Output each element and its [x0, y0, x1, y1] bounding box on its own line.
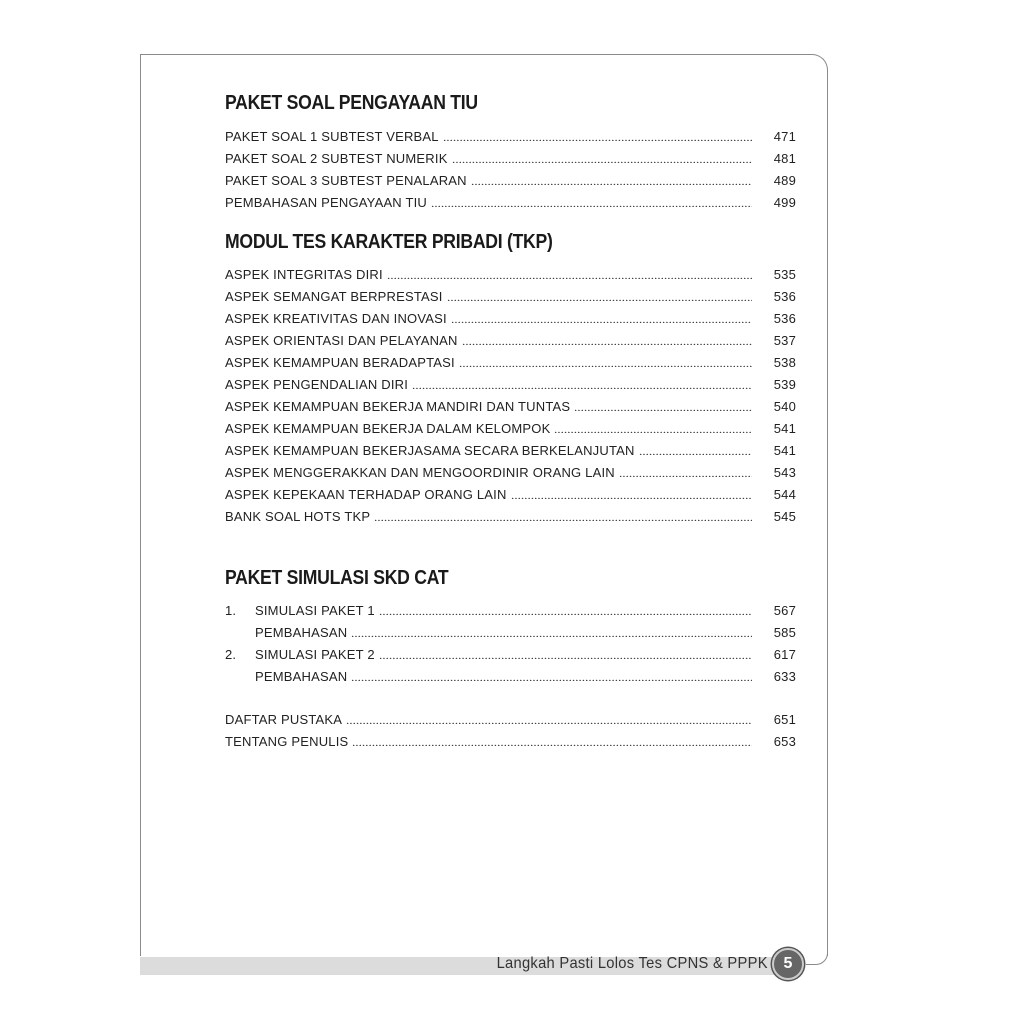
toc-entry-label: PEMBAHASAN [255, 625, 348, 640]
dot-leader [447, 291, 752, 301]
toc-entry-page: 653 [773, 734, 796, 749]
toc-entry-number: 1. [225, 603, 237, 618]
toc-entry-page: 489 [773, 173, 796, 188]
dot-leader [379, 649, 752, 659]
toc-entry-label: ASPEK KEMAMPUAN BEKERJASAMA SECARA BERKELANJUTAN [225, 443, 635, 458]
toc-entry-page: 540 [773, 399, 796, 414]
toc-entry-page: 617 [773, 647, 796, 662]
toc-entry-label: ASPEK KEPEKAAN TERHADAP ORANG LAIN [225, 487, 507, 502]
toc-entry-label: PAKET SOAL 2 SUBTEST NUMERIK [225, 151, 448, 166]
toc-entry-label: ASPEK SEMANGAT BERPRESTASI [225, 289, 443, 304]
frame-curve [806, 940, 828, 965]
toc-entry [225, 647, 796, 665]
toc-entry-number: 2. [225, 647, 237, 662]
dot-leader [352, 736, 752, 746]
dot-leader [574, 401, 752, 411]
toc-entry-label: PAKET SOAL 3 SUBTEST PENALARAN [225, 173, 467, 188]
section-heading: PAKET SOAL PENGAYAAN TIU [225, 92, 478, 114]
dot-leader [451, 313, 752, 323]
section-heading: PAKET SIMULASI SKD CAT [225, 567, 449, 589]
toc-entry-label [225, 603, 379, 618]
toc-entry-page: 567 [773, 603, 796, 618]
dot-leader [351, 671, 752, 681]
dot-leader [346, 714, 752, 724]
toc-entry-page: 541 [773, 443, 796, 458]
toc-entry-label: DAFTAR PUSTAKA [225, 712, 343, 727]
toc-entry [225, 443, 796, 461]
toc-entry-page: 539 [773, 377, 796, 392]
toc-entry-page: 585 [773, 625, 796, 640]
toc-entry-page: 535 [773, 267, 796, 282]
section-heading: MODUL TES KARAKTER PRIBADI (TKP) [225, 231, 553, 253]
toc-entry [225, 603, 796, 621]
dot-leader [462, 335, 752, 345]
toc-entry-page: 471 [773, 129, 796, 144]
toc-entry-label: PEMBAHASAN PENGAYAAN TIU [225, 195, 428, 210]
toc-entry-page: 633 [773, 669, 796, 684]
toc-entry-label: ASPEK KEMAMPUAN BEKERJA DALAM KELOMPOK [225, 421, 551, 436]
toc-entry-label: ASPEK INTEGRITAS DIRI [225, 267, 383, 282]
toc-entry [225, 289, 796, 307]
dot-leader [639, 445, 752, 455]
toc-entry-label: ASPEK KREATIVITAS DAN INOVASI [225, 311, 447, 326]
toc-entry-page: 538 [773, 355, 796, 370]
toc-entry [225, 151, 796, 169]
toc-entry-text: SIMULASI PAKET 1 [255, 603, 375, 618]
toc-entry-page: 545 [773, 509, 796, 524]
dot-leader [379, 605, 752, 615]
dot-leader [471, 175, 752, 185]
toc-entry [225, 173, 796, 191]
toc-entry-label: PEMBAHASAN [255, 669, 348, 684]
toc-entry [225, 669, 796, 687]
dot-leader [431, 197, 752, 207]
toc-entry-text: SIMULASI PAKET 2 [255, 647, 375, 662]
toc-entry-page: 541 [773, 421, 796, 436]
toc-entry [225, 399, 796, 417]
toc-entry-page: 544 [773, 487, 796, 502]
footer-title: Langkah Pasti Lolos Tes CPNS & PPPK [496, 955, 768, 972]
toc-entry [225, 377, 796, 395]
toc-entry-label [225, 647, 379, 662]
dot-leader [511, 489, 752, 499]
toc-entry-page: 651 [773, 712, 796, 727]
toc-entry-label: PAKET SOAL 1 SUBTEST VERBAL [225, 129, 439, 144]
toc-entry [225, 267, 796, 285]
toc-entry-label: TENTANG PENULIS [225, 734, 349, 749]
toc-entry-page: 543 [773, 465, 796, 480]
dot-leader [374, 511, 752, 521]
toc-entry [225, 421, 796, 439]
toc-entry-page: 537 [773, 333, 796, 348]
toc-entry [225, 355, 796, 373]
toc-entry-label: ASPEK KEMAMPUAN BEKERJA MANDIRI DAN TUNTAS [225, 399, 571, 414]
toc-entry [225, 195, 796, 213]
dot-leader [443, 131, 752, 141]
dot-leader [452, 153, 752, 163]
toc-entry [225, 487, 796, 505]
toc-entry [225, 129, 796, 147]
toc-entry-page: 499 [773, 195, 796, 210]
dot-leader [619, 467, 752, 477]
dot-leader [387, 269, 752, 279]
toc-entry [225, 333, 796, 351]
page-number-badge: 5 [772, 948, 804, 980]
toc-entry-label: ASPEK MENGGERAKKAN DAN MENGOORDINIR ORANG LAIN [225, 465, 615, 480]
toc-entry-page: 481 [773, 151, 796, 166]
toc-entry-label: ASPEK ORIENTASI DAN PELAYANAN [225, 333, 458, 348]
toc-entry [225, 712, 796, 730]
toc-entry [225, 734, 796, 752]
toc-entry-page: 536 [773, 289, 796, 304]
dot-leader [351, 627, 752, 637]
toc-entry [225, 465, 796, 483]
toc-entry-page: 536 [773, 311, 796, 326]
toc-entry-label: ASPEK PENGENDALIAN DIRI [225, 377, 409, 392]
dot-leader [554, 423, 752, 433]
toc-entry-label: ASPEK KEMAMPUAN BERADAPTASI [225, 355, 455, 370]
toc-entry [225, 625, 796, 643]
toc-entry [225, 311, 796, 329]
dot-leader [459, 357, 752, 367]
toc-entry [225, 509, 796, 527]
toc-entry-label: BANK SOAL HOTS TKP [225, 509, 371, 524]
dot-leader [412, 379, 752, 389]
